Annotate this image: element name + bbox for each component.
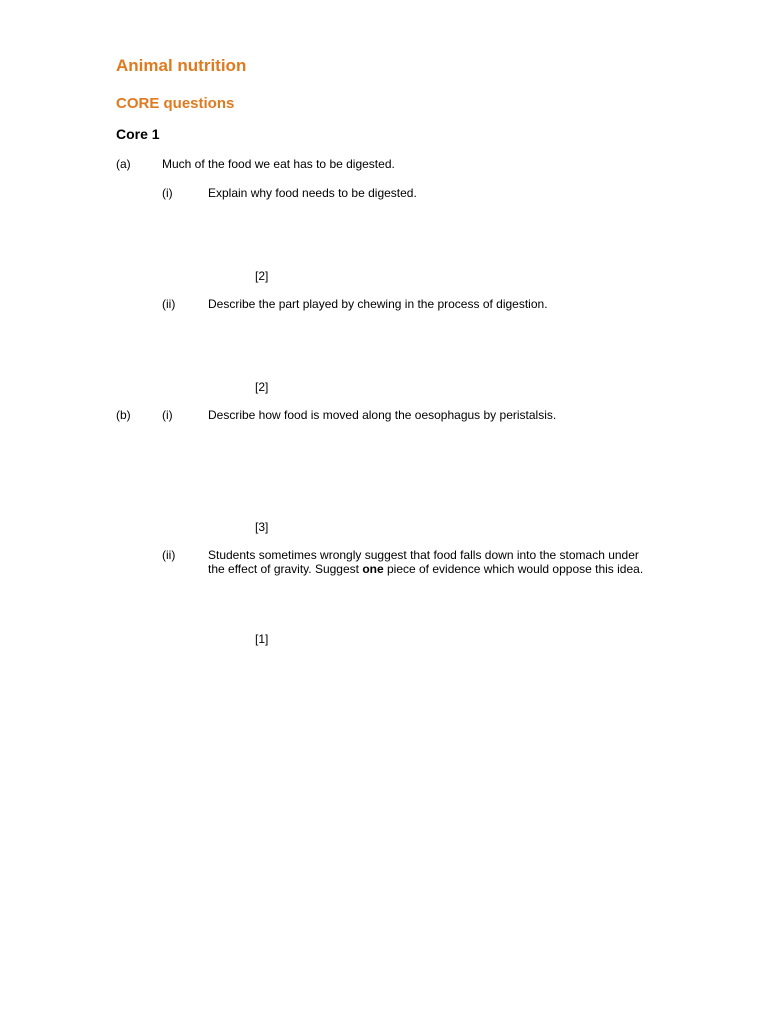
part-b-ii-label: (ii) xyxy=(162,548,176,562)
part-b-i-question: Describe how food is moved along the oesophagus by peristalsis. xyxy=(208,408,557,422)
question-heading: Core 1 xyxy=(116,126,160,142)
page-title: Animal nutrition xyxy=(116,56,247,75)
part-a-i-question: Explain why food needs to be digested. xyxy=(208,186,417,200)
part-b-i-label: (i) xyxy=(162,408,173,422)
part-b-ii-question xyxy=(208,548,648,576)
part-a-ii-label: (ii) xyxy=(162,297,176,311)
part-b-label: (b) xyxy=(116,408,131,422)
part-a-ii-question: Describe the part played by chewing in the process of digestion. xyxy=(208,297,548,311)
part-b-ii-text-before: Students sometimes wrongly suggest that food falls down into the stomach under the effect of gravity. Suggest xyxy=(208,548,639,576)
part-a-label: (a) xyxy=(116,157,131,171)
section-heading: CORE questions xyxy=(116,95,235,112)
part-b-i-marks: [3] xyxy=(255,520,269,534)
part-b-ii-text-after: piece of evidence which would oppose this idea. xyxy=(383,562,644,576)
part-b-ii-text-bold: one xyxy=(362,562,384,576)
part-a-i-label: (i) xyxy=(162,186,173,200)
part-b-ii-marks: [1] xyxy=(255,632,269,646)
part-a-i-marks: [2] xyxy=(255,269,269,283)
part-a-ii-marks: [2] xyxy=(255,380,269,394)
part-a-stem: Much of the food we eat has to be digested. xyxy=(162,157,395,171)
